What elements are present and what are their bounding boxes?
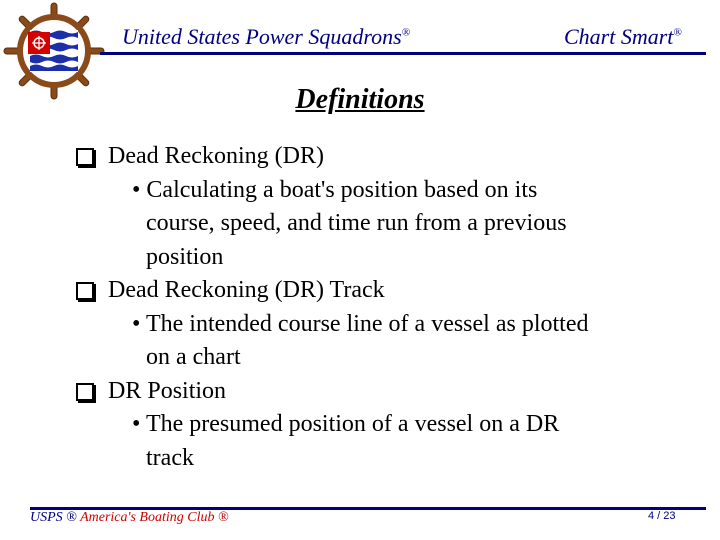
definitions-list: [76, 140, 589, 475]
course-registered-mark: ®: [673, 26, 682, 39]
term-label: DR Position: [108, 377, 227, 404]
org-name: United States Power Squadrons: [122, 24, 402, 49]
header-org-title: [122, 24, 410, 50]
term-item: [76, 274, 589, 308]
usps-ensign-icon: [28, 30, 78, 72]
slide-title: Definitions: [295, 84, 425, 115]
definition-line: course, speed, and time run from a previous: [146, 210, 567, 236]
definition-line: track: [146, 444, 194, 471]
definition-line: • The presumed position of a vessel on a DR: [132, 411, 560, 437]
checkbox-bullet-icon: [76, 148, 94, 166]
definition-line: on a chart: [146, 344, 241, 370]
footer-club: America's Boating Club ®: [80, 510, 229, 525]
header-course-title: [564, 24, 682, 50]
org-registered-mark: ®: [401, 26, 411, 39]
term-label: Dead Reckoning (DR): [108, 143, 324, 169]
checkbox-bullet-icon: [76, 383, 94, 401]
checkbox-bullet-icon: [76, 282, 94, 300]
definition-line: • The intended course line of a vessel as plotted: [132, 310, 589, 337]
definition-line: • Calculating a boat's position based on its: [132, 176, 538, 203]
page-number: 4 / 23: [648, 510, 676, 522]
course-name: Chart Smart: [564, 24, 674, 49]
term-label: Dead Reckoning (DR) Track: [108, 277, 385, 303]
header-divider: [100, 52, 706, 55]
term-item: [76, 140, 589, 174]
definition-line: position: [146, 243, 224, 270]
footer-usps: USPS ®: [30, 510, 77, 525]
term-item: [76, 375, 589, 409]
footer-branding: [30, 510, 229, 526]
